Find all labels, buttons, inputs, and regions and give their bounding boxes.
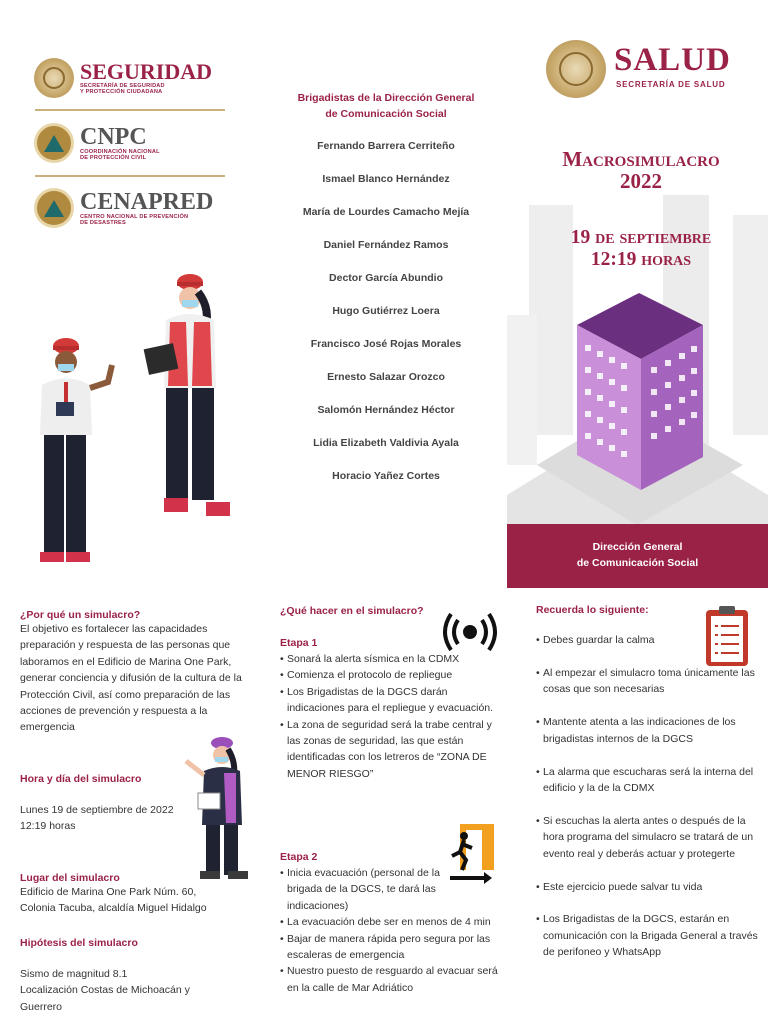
etapa2-item: • Inicia evacuación (personal de la brigada de la DGCS, te dará las indicaciones) — [280, 865, 498, 914]
brigadista-man-figure — [40, 338, 112, 562]
event-date-line1: 19 de septiembre — [570, 227, 712, 248]
brigadistas-title — [276, 90, 496, 122]
hipotesis-line2: Localización Costas de Michoacán y — [20, 984, 190, 997]
clipboard-checklist-icon — [704, 606, 750, 668]
dgcs-band-line1: Dirección General — [592, 541, 683, 553]
etapa1-item: • Sonará la alerta sísmica en la CDMX — [280, 651, 498, 667]
brigadista-name: Horacio Yañez Cortes — [332, 470, 440, 482]
etapa2-item: • Nuestro puesto de resguardo al evacuar será en la calle de Mar Adriático — [280, 963, 498, 996]
event-title-line1: Macrosimulacro — [562, 147, 720, 171]
cenapred-logo-sub2: DE DESASTRES — [80, 220, 126, 226]
etapa2-heading: Etapa 2 — [280, 851, 318, 863]
etapa1-section — [280, 637, 498, 782]
event-title — [510, 148, 768, 192]
why-simulacro-text: El objetivo es fortalecer las capacidades preparación y respuesta de las personas que laboramos en el Edificio de Marina One Park, generar conciencia y difusión de la cultura de la Protección Civil, así como preparación de las acciones de prevención y respuesta a la emergencia — [20, 623, 242, 734]
why-simulacro-heading: ¿Por qué un simulacro? — [20, 609, 141, 621]
brigadista-name: María de Lourdes Camacho Mejía — [302, 206, 470, 218]
etapa1-heading: Etapa 1 — [280, 637, 318, 649]
brigadista-name: Ernesto Salazar Orozco — [327, 371, 445, 383]
cenapred-logo — [34, 188, 213, 228]
brigadistas-illustration — [20, 270, 250, 575]
etapa2-section — [280, 851, 498, 996]
etapa2-item: • La evacuación debe ser en menos de 4 min — [280, 914, 498, 930]
etapa1-item: • Los Brigadistas de la DGCS darán indicaciones para el repliegue y evacuación. — [280, 684, 498, 717]
que-hacer-heading: ¿Qué hacer en el simulacro? — [280, 605, 424, 617]
lugar-line1: Edificio de Marina One Park Núm. 60, — [20, 886, 197, 898]
brigadista-name: Francisco José Rojas Morales — [310, 338, 462, 350]
why-simulacro-section — [20, 609, 265, 736]
event-title-line2: 2022 — [620, 169, 662, 193]
dgcs-band-line2: de Comunicación Social — [576, 557, 699, 569]
event-date-line2: 12:19 horas — [590, 249, 692, 270]
hipotesis-line3: Guerrero — [20, 1000, 63, 1013]
cnpc-logo-sub1: COORDINACIÓN NACIONAL — [80, 149, 160, 155]
cnpc-logo-name: CNPC — [80, 124, 147, 150]
civil-protection-icon — [34, 123, 74, 163]
brigadistas-title-line2: de Comunicación Social — [325, 108, 447, 120]
recuerda-item: • Al empezar el simulacro toma únicamente las cosas que son necesarias — [536, 665, 766, 698]
dgcs-band — [507, 524, 768, 588]
lugar-heading: Lugar del simulacro — [20, 872, 120, 884]
cnpc-logo — [34, 123, 160, 163]
brigadista-name: Salomón Hernández Héctor — [317, 404, 455, 416]
logo-divider — [35, 175, 225, 177]
brigadista-name: Fernando Barrera Cerriteño — [317, 140, 455, 152]
logo-divider — [35, 109, 225, 111]
hora-section — [20, 773, 180, 835]
recuerda-item: • Los Brigadistas de la DGCS, estarán en comunicación con la Brigada General a través de perifoneo y WhatsApp — [536, 911, 766, 960]
hora-line2: 12:19 horas — [20, 820, 76, 833]
brigadista-name: Daniel Fernández Ramos — [323, 239, 449, 251]
salud-logo-name: SALUD — [614, 42, 731, 78]
recuerda-item: • Mantente atenta a las indicaciones de los brigadistas internos de la DGCS — [536, 714, 766, 747]
brigadista-name: Lidia Elizabeth Valdivia Ayala — [313, 437, 459, 449]
brigadista-woman-figure — [144, 274, 230, 516]
recuerda-item: • Debes guardar la calma — [536, 632, 766, 648]
etapa2-item: • Bajar de manera rápida pero segura por las escaleras de emergencia — [280, 931, 498, 964]
seguridad-logo — [34, 58, 212, 98]
cenapred-logo-sub1: CENTRO NACIONAL DE PREVENCIÓN — [80, 214, 189, 220]
salud-logo-sub: SECRETARÍA DE SALUD — [616, 80, 726, 89]
hipotesis-heading: Hipótesis del simulacro — [20, 937, 138, 949]
hora-line1: Lunes 19 de septiembre de 2022 — [20, 804, 174, 816]
brigadista-name: Hugo Gutiérrez Loera — [332, 305, 440, 317]
seguridad-logo-name: SEGURIDAD — [80, 59, 213, 84]
recuerda-item: • Si escuchas la alerta antes o después de la hora programa del simulacro se tratará de un evento real y deberás actuar y protegerte — [536, 813, 766, 862]
hora-heading: Hora y día del simulacro — [20, 773, 142, 785]
recuerda-heading: Recuerda lo siguiente: — [536, 604, 649, 616]
mexico-seal-icon — [34, 58, 74, 98]
etapa1-item: • Comienza el protocolo de repliegue — [280, 667, 498, 683]
brigadista-woman-small-illustration — [178, 735, 254, 887]
mexico-seal-icon — [546, 40, 606, 98]
brigadistas-list — [276, 140, 496, 503]
hipotesis-section — [20, 937, 265, 1015]
seguridad-logo-sub1: SECRETARÍA DE SEGURIDAD — [80, 83, 165, 89]
seguridad-logo-sub2: Y PROTECCIÓN CIUDADANA — [80, 89, 163, 95]
brigadista-name: Ismael Blanco Hernández — [322, 173, 450, 185]
recuerda-item: • Este ejercicio puede salvar tu vida — [536, 879, 766, 895]
recuerda-item: • La alarma que escucharas será la interna del edificio y la de la CDMX — [536, 764, 766, 797]
cnpc-logo-sub2: DE PROTECCIÓN CIVIL — [80, 155, 147, 161]
hipotesis-line1: Sismo de magnitud 8.1 — [20, 968, 128, 980]
brigadistas-title-line1: Brigadistas de la Dirección General — [297, 92, 475, 104]
etapa1-item: • La zona de seguridad será la trabe central y las zonas de seguridad, las que están identificadas con los letreros de “ZONA DE MENOR RIESGO” — [280, 717, 498, 783]
event-date — [510, 227, 768, 271]
brigadista-name: Dector García Abundio — [329, 272, 443, 284]
civil-protection-icon — [34, 188, 74, 228]
cenapred-logo-name: CENAPRED — [80, 189, 214, 215]
lugar-line2: Colonia Tacuba, alcaldía Miguel Hidalgo — [20, 902, 207, 915]
